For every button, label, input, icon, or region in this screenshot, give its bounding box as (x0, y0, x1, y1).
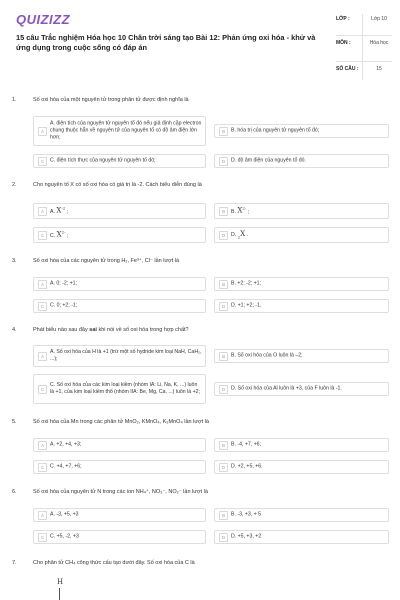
option-key: B (219, 352, 228, 361)
option-key: C (38, 302, 47, 311)
option-key: C (38, 463, 47, 472)
formula-charge: -2 (61, 205, 66, 211)
option-text: C. 0; +2; -1; (50, 302, 78, 309)
option-punct: ; (247, 208, 250, 215)
option-key: B (219, 127, 228, 136)
option-c[interactable] (33, 299, 206, 313)
option-c[interactable] (33, 374, 206, 404)
info-divider (336, 61, 392, 62)
option-text: C. Số oxi hóa của các kim loại kiềm (nhóm IA: Li, Na, K, ...) luôn là +1, của kim loại kiềm thổ (nhóm IIA: Be, Mg, Ca, ...) luôn là +2; (50, 381, 200, 395)
formula-charge: 2- (242, 205, 247, 211)
structural-formula-atom: H (57, 578, 64, 586)
option-text: C. +4, +7, +6; (50, 463, 82, 470)
formula (56, 207, 65, 215)
option-text (50, 206, 202, 217)
option-text: D. Số oxi hóa của Al luôn là +3, của F luôn là -1. (231, 385, 342, 392)
formula (237, 230, 249, 240)
option-text (50, 230, 202, 241)
lop-value: Lớp 10 (371, 16, 387, 22)
formula (237, 207, 246, 215)
option-b[interactable] (214, 349, 389, 363)
question-text: Số oxi hóa của các nguyên tử trong H₂, Fe³⁺, Cl⁻ lần lượt là (33, 258, 180, 264)
option-key: C (38, 157, 47, 166)
option-a[interactable] (33, 345, 206, 367)
option-label: B. (231, 208, 236, 215)
option-text: B. Số oxi hóa của O luôn là –2; (231, 352, 303, 359)
option-d[interactable] (214, 299, 389, 313)
question-number: 7. (12, 560, 17, 566)
option-text: D. +5, +3, +2 (231, 533, 262, 540)
formula-charge: 2 (237, 234, 241, 240)
socau-value: 15 (376, 66, 382, 72)
option-punct: ; (66, 208, 69, 215)
option-key: D (219, 533, 228, 542)
option-label: D. (231, 232, 237, 239)
option-a[interactable] (33, 277, 206, 291)
option-key: A (38, 207, 47, 216)
question-number: 5. (12, 419, 17, 425)
option-a[interactable] (33, 116, 206, 146)
question-number: 4. (12, 327, 17, 333)
question-text: Số oxi hóa của nguyên tử N trong các ion NH₄⁺, NO₃⁻, NO₂⁻ lần lượt là (33, 489, 208, 495)
question-number: 2. (12, 182, 17, 188)
option-c[interactable] (33, 227, 206, 243)
option-text: A. điện tích của nguyên tử nguyên tố đó nếu giả định cặp electron chung thuộc hẳn về nguyên tử của nguyên tố có độ âm điện lớn hơn; (50, 120, 202, 141)
formula-symbol: X (237, 206, 243, 215)
option-key: D (219, 302, 228, 311)
option-text: D. +2, +5, +6. (231, 463, 263, 470)
option-a[interactable] (33, 508, 206, 522)
quizizz-logo: QUIZIZZ (16, 12, 71, 27)
page-title: 15 câu Trắc nghiệm Hóa học 10 Chân trời sáng tạo Bài 12: Phản ứng oxi hóa - khử và ứng dụng trong cuộc sống có đáp án (16, 33, 316, 52)
option-key: B (219, 207, 228, 216)
formula-symbol: X (56, 230, 62, 239)
question-text-part: khi nói về số oxi hóa trong hợp chất? (96, 327, 189, 333)
option-key: A (38, 511, 47, 520)
question-number: 6. (12, 489, 17, 495)
info-divider (362, 14, 363, 80)
option-punct: ; (66, 232, 69, 239)
formula-symbol: X (240, 230, 246, 239)
lop-label: LỚP : (336, 16, 350, 22)
question-text: Cho phân tử CH₄ công thức cấu tạo dưới đây. Số oxi hóa của C là (33, 560, 195, 566)
question-text: Số oxi hóa của một nguyên tử trong phân tử được định nghĩa là (33, 97, 189, 103)
option-punct: . (246, 232, 249, 239)
option-c[interactable] (33, 154, 206, 168)
option-c[interactable] (33, 460, 206, 474)
mon-label: MÔN : (336, 40, 351, 46)
option-text: D. +1; +2; -1. (231, 302, 262, 309)
option-text: C. điện tích thực của nguyên tử nguyên tố đó; (50, 157, 156, 164)
option-key: B (219, 511, 228, 520)
structural-formula-bond (59, 588, 60, 600)
option-b[interactable] (214, 438, 389, 452)
option-text: B. +2; -2; +1; (231, 280, 261, 287)
socau-label: SỐ CÂU : (336, 66, 359, 72)
option-text: B. -4, +7, +6; (231, 441, 261, 448)
option-d[interactable] (214, 154, 389, 168)
question-text (33, 327, 388, 333)
question-text: Cho nguyên tố X có số oxi hóa có giá trị là -2. Cách biểu diễn đúng là (33, 182, 202, 188)
option-text: A. +2, +4, +3; (50, 441, 82, 448)
option-key: A (38, 127, 47, 136)
option-a[interactable] (33, 438, 206, 452)
question-text-part: Phát biểu nào sau đây (33, 327, 90, 333)
option-b[interactable] (214, 203, 389, 219)
option-key: D (219, 463, 228, 472)
formula-symbol: X (56, 206, 62, 215)
option-text: C. +5, -2, +3 (50, 533, 79, 540)
option-key: A (38, 280, 47, 289)
option-a[interactable] (33, 203, 206, 219)
option-key: B (219, 441, 228, 450)
option-key: A (38, 441, 47, 450)
option-text (231, 206, 385, 217)
question-text: Số oxi hóa của Mn trong các phân tử MnO₂, KMnO₄, K₂MnO₄ lần lượt là (33, 419, 209, 425)
option-key: D (219, 231, 228, 240)
question-text-emphasis: sai (89, 327, 97, 333)
option-b[interactable] (214, 508, 389, 522)
mon-value: Hóa học (369, 40, 389, 46)
option-d[interactable] (214, 460, 389, 474)
option-key: B (219, 280, 228, 289)
option-label: A. (50, 208, 55, 215)
option-b[interactable] (214, 124, 389, 138)
option-key: A (38, 352, 47, 361)
option-key: C (38, 385, 47, 394)
option-text (231, 230, 385, 240)
option-b[interactable] (214, 277, 389, 291)
formula (56, 229, 69, 239)
option-label: C. (50, 232, 56, 239)
option-text: A. -3, +5, +3 (50, 511, 79, 518)
option-text: A. 0; -2; +1; (50, 280, 77, 287)
option-key: C (38, 533, 47, 542)
question-number: 3. (12, 258, 17, 264)
option-key: D (219, 385, 228, 394)
option-text: B. hóa trị của nguyên tử nguyên tố đó; (231, 127, 320, 134)
formula-charge: 2- (61, 229, 66, 235)
option-c[interactable] (33, 530, 206, 544)
option-text: A. Số oxi hóa của H là +1 (trừ một số hydride kim loại NaH, CaH₂, ...); (50, 348, 202, 362)
option-text: D. độ âm điện của nguyên tố đó. (231, 157, 306, 164)
option-key: C (38, 231, 47, 240)
option-d[interactable] (214, 227, 389, 243)
question-number: 1. (12, 97, 17, 103)
option-key: D (219, 157, 228, 166)
info-divider (336, 35, 392, 36)
option-d[interactable] (214, 382, 389, 396)
option-text: B. -3, +3, + 5 (231, 511, 261, 518)
option-d[interactable] (214, 530, 389, 544)
